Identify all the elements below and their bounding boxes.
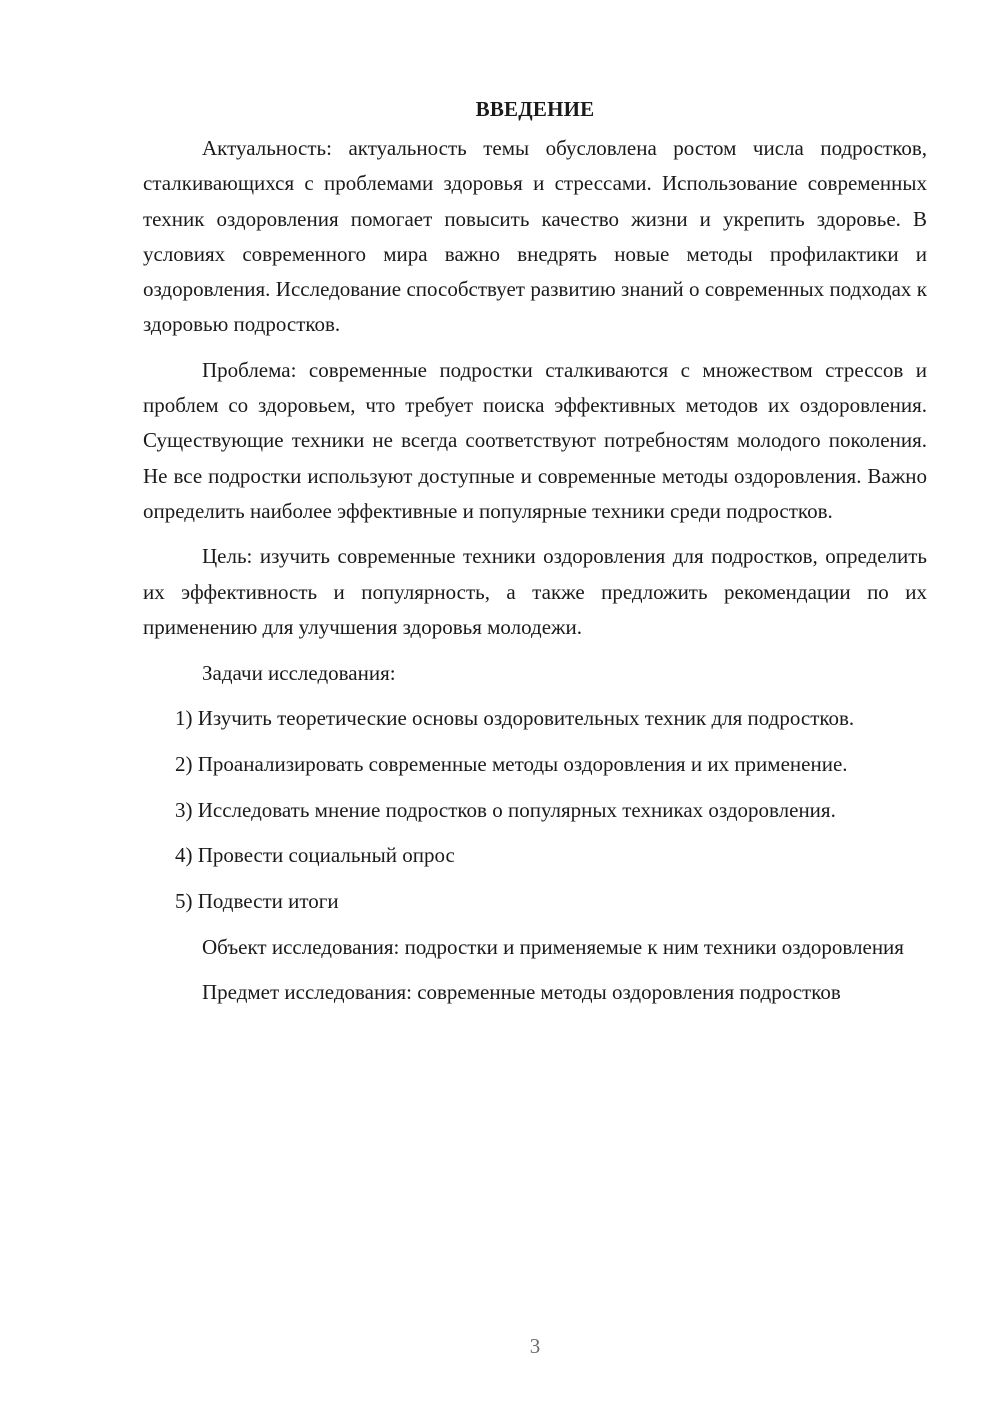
section-title: ВВЕДЕНИЕ [475, 97, 595, 121]
problem-paragraph: Проблема: современные подростки сталкиваются с множеством стрессов и проблем со здоровьем, что требует поиска эффективных методов их оздоровления. Существующие техники не всегда соответствуют потребностям молодого поколения. Не все подростки используют доступные и современные методы оздоровления. Важно определить наиболее эффективные и популярные техники среди подростков. [143, 357, 927, 523]
task-item: 2) Проанализировать современные методы оздоровления и их применение. [175, 751, 848, 776]
goal-paragraph: Цель: изучить современные техники оздоровления для подростков, определить их эффективность и популярность, а также предложить рекомендации по их применению для улучшения здоровья молодежи. [143, 544, 927, 639]
document-page [143, 92, 927, 1021]
task-item: 3) Исследовать мнение подростков о популярных техниках оздоровления. [175, 797, 836, 822]
subject-paragraph: Предмет исследования: современные методы оздоровления подростков [202, 980, 841, 1005]
task-item: 1) Изучить теоретические основы оздоровительных техник для подростков. [175, 706, 855, 731]
relevance-paragraph: Актуальность: актуальность темы обусловлена ростом числа подростков, сталкивающихся с проблемами здоровья и стрессами. Использование современных техник оздоровления помогает повысить качество жизни и укрепить здоровье. В условиях современного мира важно внедрять новые методы профилактики и оздоровления. Исследование способствует развитию знаний о современных подходах к здоровью подростков. [143, 136, 927, 337]
task-item: 4) Провести социальный опрос [175, 843, 455, 868]
tasks-heading: Задачи исследования: [202, 660, 396, 685]
task-item: 5) Подвести итоги [175, 889, 339, 914]
page-number: 3 [529, 1334, 541, 1358]
object-paragraph: Объект исследования: подростки и применяемые к ним техники оздоровления [202, 934, 904, 959]
